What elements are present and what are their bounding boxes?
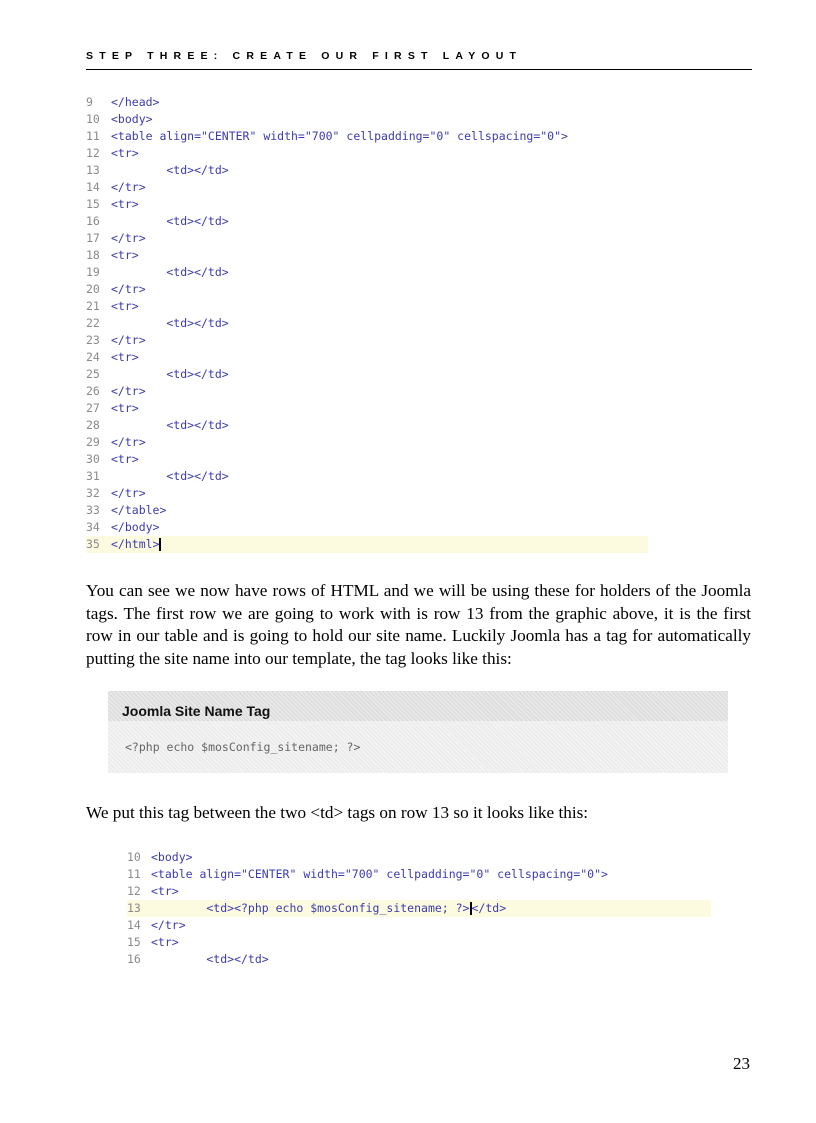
line-number: 34 bbox=[86, 520, 100, 534]
line-number: 22 bbox=[86, 316, 100, 330]
line-number: 24 bbox=[86, 350, 100, 364]
code-text: <td></td> bbox=[111, 316, 229, 330]
code-line bbox=[86, 145, 648, 162]
code-line bbox=[86, 298, 648, 315]
line-number: 10 bbox=[127, 850, 141, 864]
code-line bbox=[86, 281, 648, 298]
joomla-tag-box bbox=[108, 691, 728, 773]
line-number: 13 bbox=[127, 901, 141, 915]
code-line bbox=[127, 866, 711, 883]
line-number: 15 bbox=[86, 197, 100, 211]
code-text: <tr> bbox=[111, 401, 139, 415]
code-line bbox=[86, 213, 648, 230]
line-number: 29 bbox=[86, 435, 100, 449]
code-line bbox=[86, 264, 648, 281]
code-text: <td></td> bbox=[151, 952, 269, 966]
code-line bbox=[86, 366, 648, 383]
code-line bbox=[86, 417, 648, 434]
code-line bbox=[127, 934, 711, 951]
code-line bbox=[86, 519, 648, 536]
line-number: 26 bbox=[86, 384, 100, 398]
code-line bbox=[86, 94, 648, 111]
code-line bbox=[86, 179, 648, 196]
text-cursor bbox=[159, 538, 161, 551]
line-number: 9 bbox=[86, 95, 93, 109]
code-line bbox=[86, 196, 648, 213]
line-number: 11 bbox=[127, 867, 141, 881]
code-text: <tr> bbox=[111, 299, 139, 313]
line-number: 13 bbox=[86, 163, 100, 177]
code-text: <td></td> bbox=[111, 418, 229, 432]
body-paragraph-rows: You can see we now have rows of HTML and we will be using these for holders of the Joomla tags. The first row we are going to work with is row 13 from the graphic above, it is the first row in our table and is going to hold our site name. Luckily Joomla has a tag for automatically putting the site name into our template, the tag looks like this: bbox=[86, 581, 751, 668]
code-text: <tr> bbox=[151, 935, 179, 949]
code-text: <tr> bbox=[111, 350, 139, 364]
code-screenshot-full-table bbox=[86, 94, 648, 553]
code-text: <body> bbox=[151, 850, 193, 864]
tag-box-title: Joomla Site Name Tag bbox=[122, 703, 271, 719]
line-number: 16 bbox=[86, 214, 100, 228]
line-number: 28 bbox=[86, 418, 100, 432]
line-number: 21 bbox=[86, 299, 100, 313]
code-text: </tr> bbox=[111, 180, 146, 194]
code-text: <tr> bbox=[151, 884, 179, 898]
line-number: 20 bbox=[86, 282, 100, 296]
code-line bbox=[86, 230, 648, 247]
line-number: 35 bbox=[86, 537, 100, 551]
line-number: 27 bbox=[86, 401, 100, 415]
code-text: </tr> bbox=[111, 435, 146, 449]
code-text: <tr> bbox=[111, 452, 139, 466]
code-text: <table align="CENTER" width="700" cellpadding="0" cellspacing="0"> bbox=[151, 867, 608, 881]
code-text: <table align="CENTER" width="700" cellpadding="0" cellspacing="0"> bbox=[111, 129, 568, 143]
tag-box-header bbox=[108, 691, 728, 721]
code-text: <td></td> bbox=[111, 163, 229, 177]
code-line bbox=[86, 128, 648, 145]
line-number: 30 bbox=[86, 452, 100, 466]
code-line bbox=[127, 951, 711, 968]
line-number: 16 bbox=[127, 952, 141, 966]
line-number: 31 bbox=[86, 469, 100, 483]
code-line bbox=[86, 332, 648, 349]
code-text: <td></td> bbox=[111, 367, 229, 381]
code-text: <td></td> bbox=[111, 214, 229, 228]
running-header: STEP THREE: CREATE OUR FIRST LAYOUT bbox=[86, 50, 523, 62]
line-number: 32 bbox=[86, 486, 100, 500]
line-number: 11 bbox=[86, 129, 100, 143]
line-number: 33 bbox=[86, 503, 100, 517]
code-line bbox=[86, 502, 648, 519]
code-line bbox=[86, 315, 648, 332]
code-line bbox=[86, 111, 648, 128]
code-text: <td></td> bbox=[111, 265, 229, 279]
code-line bbox=[127, 883, 711, 900]
line-number: 15 bbox=[127, 935, 141, 949]
code-text: </table> bbox=[111, 503, 167, 517]
line-number: 19 bbox=[86, 265, 100, 279]
code-screenshot-sitename bbox=[127, 849, 711, 968]
line-number: 12 bbox=[127, 884, 141, 898]
code-line bbox=[86, 434, 648, 451]
code-text: <tr> bbox=[111, 248, 139, 262]
line-number: 14 bbox=[127, 918, 141, 932]
code-line bbox=[127, 917, 711, 934]
code-text: <tr> bbox=[111, 197, 139, 211]
code-line bbox=[86, 451, 648, 468]
code-line bbox=[127, 900, 711, 917]
header-rule bbox=[86, 69, 752, 70]
line-number: 14 bbox=[86, 180, 100, 194]
code-text: </body> bbox=[111, 520, 160, 534]
line-number: 10 bbox=[86, 112, 100, 126]
code-text: </tr> bbox=[111, 333, 146, 347]
code-line bbox=[86, 536, 648, 553]
code-text: <tr> bbox=[111, 146, 139, 160]
code-text: </html> bbox=[111, 537, 160, 551]
code-line bbox=[86, 468, 648, 485]
code-text: <td><?php echo $mosConfig_sitename; ?> </td> bbox=[151, 901, 507, 915]
line-number: 25 bbox=[86, 367, 100, 381]
code-text: </tr> bbox=[151, 918, 186, 932]
code-text: <td></td> bbox=[111, 469, 229, 483]
code-text: </tr> bbox=[111, 282, 146, 296]
tag-box-code: <?php echo $mosConfig_sitename; ?> bbox=[125, 740, 361, 754]
code-text: <body> bbox=[111, 112, 153, 126]
code-line bbox=[127, 849, 711, 866]
code-line bbox=[86, 162, 648, 179]
text-cursor bbox=[470, 902, 472, 915]
code-line bbox=[86, 247, 648, 264]
code-line bbox=[86, 485, 648, 502]
code-text: </tr> bbox=[111, 384, 146, 398]
line-number: 12 bbox=[86, 146, 100, 160]
line-number: 23 bbox=[86, 333, 100, 347]
code-line bbox=[86, 383, 648, 400]
body-paragraph-insert: We put this tag between the two <td> tags on row 13 so it looks like this: bbox=[86, 803, 589, 822]
code-text: </tr> bbox=[111, 486, 146, 500]
line-number: 18 bbox=[86, 248, 100, 262]
code-text: </tr> bbox=[111, 231, 146, 245]
code-text: </head> bbox=[111, 95, 160, 109]
code-line bbox=[86, 400, 648, 417]
line-number: 17 bbox=[86, 231, 100, 245]
page-number: 23 bbox=[733, 1054, 750, 1073]
code-line bbox=[86, 349, 648, 366]
